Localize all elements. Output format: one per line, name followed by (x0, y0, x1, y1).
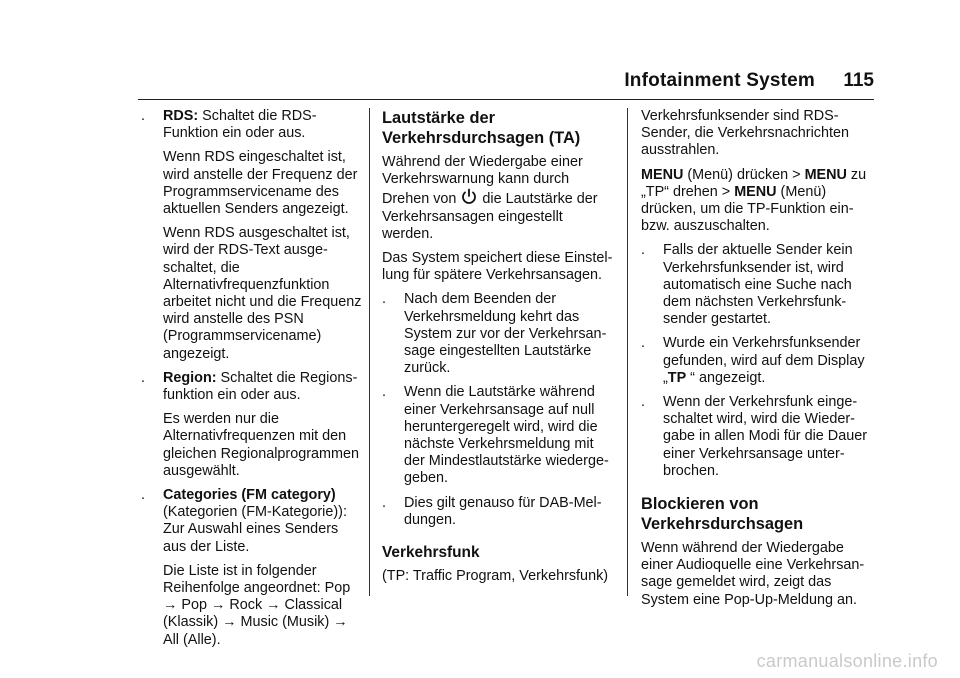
column-divider-1 (369, 108, 370, 596)
region-label: Region: (163, 369, 217, 386)
bullet-middle-3-text: Dies gilt genauso für DAB-Meldungen. (404, 494, 602, 528)
right-paragraph-1: Verkehrsfunksender sind RDS-Sender, die Verkehrsnachrichten ausstrahlen. (641, 108, 849, 159)
middle-paragraph-2: Das System speichert diese Einstellung für spätere Verkehrsansagen. (382, 250, 613, 284)
region-text: Schaltet die Regionsfunktion ein oder aus. (163, 369, 358, 404)
bullet-dot: . (141, 369, 145, 386)
watermark: carmanualsonline.info (756, 651, 938, 671)
middle-paragraph-1 (382, 154, 616, 243)
categories-paragraph-1: Die Liste ist in folgender Reihenfolge angeordnet: Pop → Pop → Rock → Classical (Klassik) → Music (Musik) → All (Alle). (163, 562, 351, 648)
bullet-dot: . (141, 487, 145, 504)
column-right (641, 108, 873, 616)
bullet-dot: . (641, 335, 645, 352)
bullet-middle-2 (382, 384, 616, 487)
bullet-right-2-b: “ angezeigt. (686, 369, 766, 386)
tp-indicator: TP (667, 369, 687, 386)
rds-label: RDS: (163, 108, 199, 124)
categories-text: (Kategorien (FM-Kategorie)): Zur Auswahl eines Senders aus der Liste. (163, 504, 347, 555)
region-paragraph-1: Es werden nur die Alternativfrequenzen mit den gleichen Regionalprogrammen ausgewählt. (163, 411, 359, 479)
column-divider-2 (627, 108, 628, 596)
bullet-dot: . (382, 291, 386, 308)
bullet-middle-3 (382, 495, 616, 529)
bullet-dot: . (382, 384, 386, 401)
bullet-right-3-text: Wenn der Verkehrsfunk eingeschaltet wird, wird die Wiedergabe in allen Modi für die Dauer einer Verkehrsansage unterbrochen. (663, 394, 867, 479)
section-heading-lautstaerke: Lautstärke der Verkehrsdurchsagen (TA) (382, 109, 581, 147)
rds-paragraph-1: Wenn RDS eingeschaltet ist, wird anstelle der Frequenz der Programmservicename des aktuellen Senders angezeigt. (163, 149, 358, 218)
bullet-categories (141, 487, 363, 649)
bullet-right-1-text: Falls der aktuelle Sender kein Verkehrsfunksender ist, wird automatisch eine Suche nach dem nächsten Verkehrsfunksender gestartet. (663, 242, 853, 328)
middle-paragraph-1-a: Während der Wiedergabe einer Verkehrswarnung kann durch Drehen von (382, 154, 583, 208)
page-number: 115 (843, 70, 874, 91)
middle-paragraph-1-b: die Lautstärke der Verkehrsansagen eingestellt werden. (382, 191, 598, 242)
bullet-region (141, 370, 363, 480)
bullet-middle-2-text: Wenn die Lautstärke während einer Verkehrsansage auf null heruntergeregelt wird, wird die nächste Verkehrsmeldung mit der Mindestlautstärke wiedergegeben. (404, 384, 609, 487)
header-rule (138, 99, 874, 100)
bullet-dot: . (141, 108, 145, 124)
bullet-dot: . (382, 494, 386, 511)
column-middle (382, 108, 616, 592)
section-heading-verkehrsfunk: Verkehrsfunk (382, 544, 480, 562)
bullet-dot: . (641, 242, 645, 259)
right-text-3: (Menü) drücken, um die TP-Funktion ein- bzw. auszuschalten. (641, 183, 854, 235)
power-knob-icon (460, 188, 478, 206)
bullet-rds (141, 108, 363, 363)
menu-key-3: MENU (734, 183, 777, 200)
menu-key-1: MENU (641, 166, 684, 183)
rds-text: Schaltet die RDS-Funktion ein oder aus. (163, 108, 317, 142)
bullet-dot: . (641, 394, 645, 411)
header-title: Infotainment System (624, 70, 815, 91)
middle-paragraph-3: (TP: Traffic Program, Verkehrsfunk) (382, 568, 609, 585)
bullet-middle-1 (382, 291, 616, 377)
right-paragraph-2 (641, 167, 873, 236)
bullet-right-2 (641, 335, 873, 387)
menu-key-2: MENU (804, 166, 847, 183)
bullet-right-2-text (663, 335, 873, 387)
categories-label: Categories (FM category) (163, 487, 336, 504)
bullet-right-3 (641, 394, 873, 480)
bullet-middle-1-text: Nach dem Beenden der Verkehrsmeldung kehrt das System zur vor der Verkehrsansage eingestellten Lautstärke zurück. (404, 291, 607, 377)
right-text-2: zu „TP“ drehen > (641, 166, 867, 200)
bullet-right-1 (641, 242, 873, 328)
rds-paragraph-2: Wenn RDS ausgeschaltet ist, wird der RDS-Text ausgeschaltet, die Alternativfrequenzfunktion arbeitet nicht und die Frequenz wird anstelle des PSN (Programmservicename) angezeigt. (163, 225, 362, 362)
column-left (141, 108, 363, 656)
right-paragraph-3: Wenn während der Wiedergabe einer Audioquelle eine Verkehrsansage gemeldet wird, zeigt das System eine Pop-Up-Meldung an. (641, 540, 865, 608)
right-text-1: (Menü) drücken > (683, 166, 805, 183)
section-heading-blockieren: Blockieren von Verkehrsdurchsagen (641, 495, 804, 534)
bullet-right-2-a: Wurde ein Verkehrsfunksender gefunden, wird auf dem Display „ (663, 335, 865, 386)
